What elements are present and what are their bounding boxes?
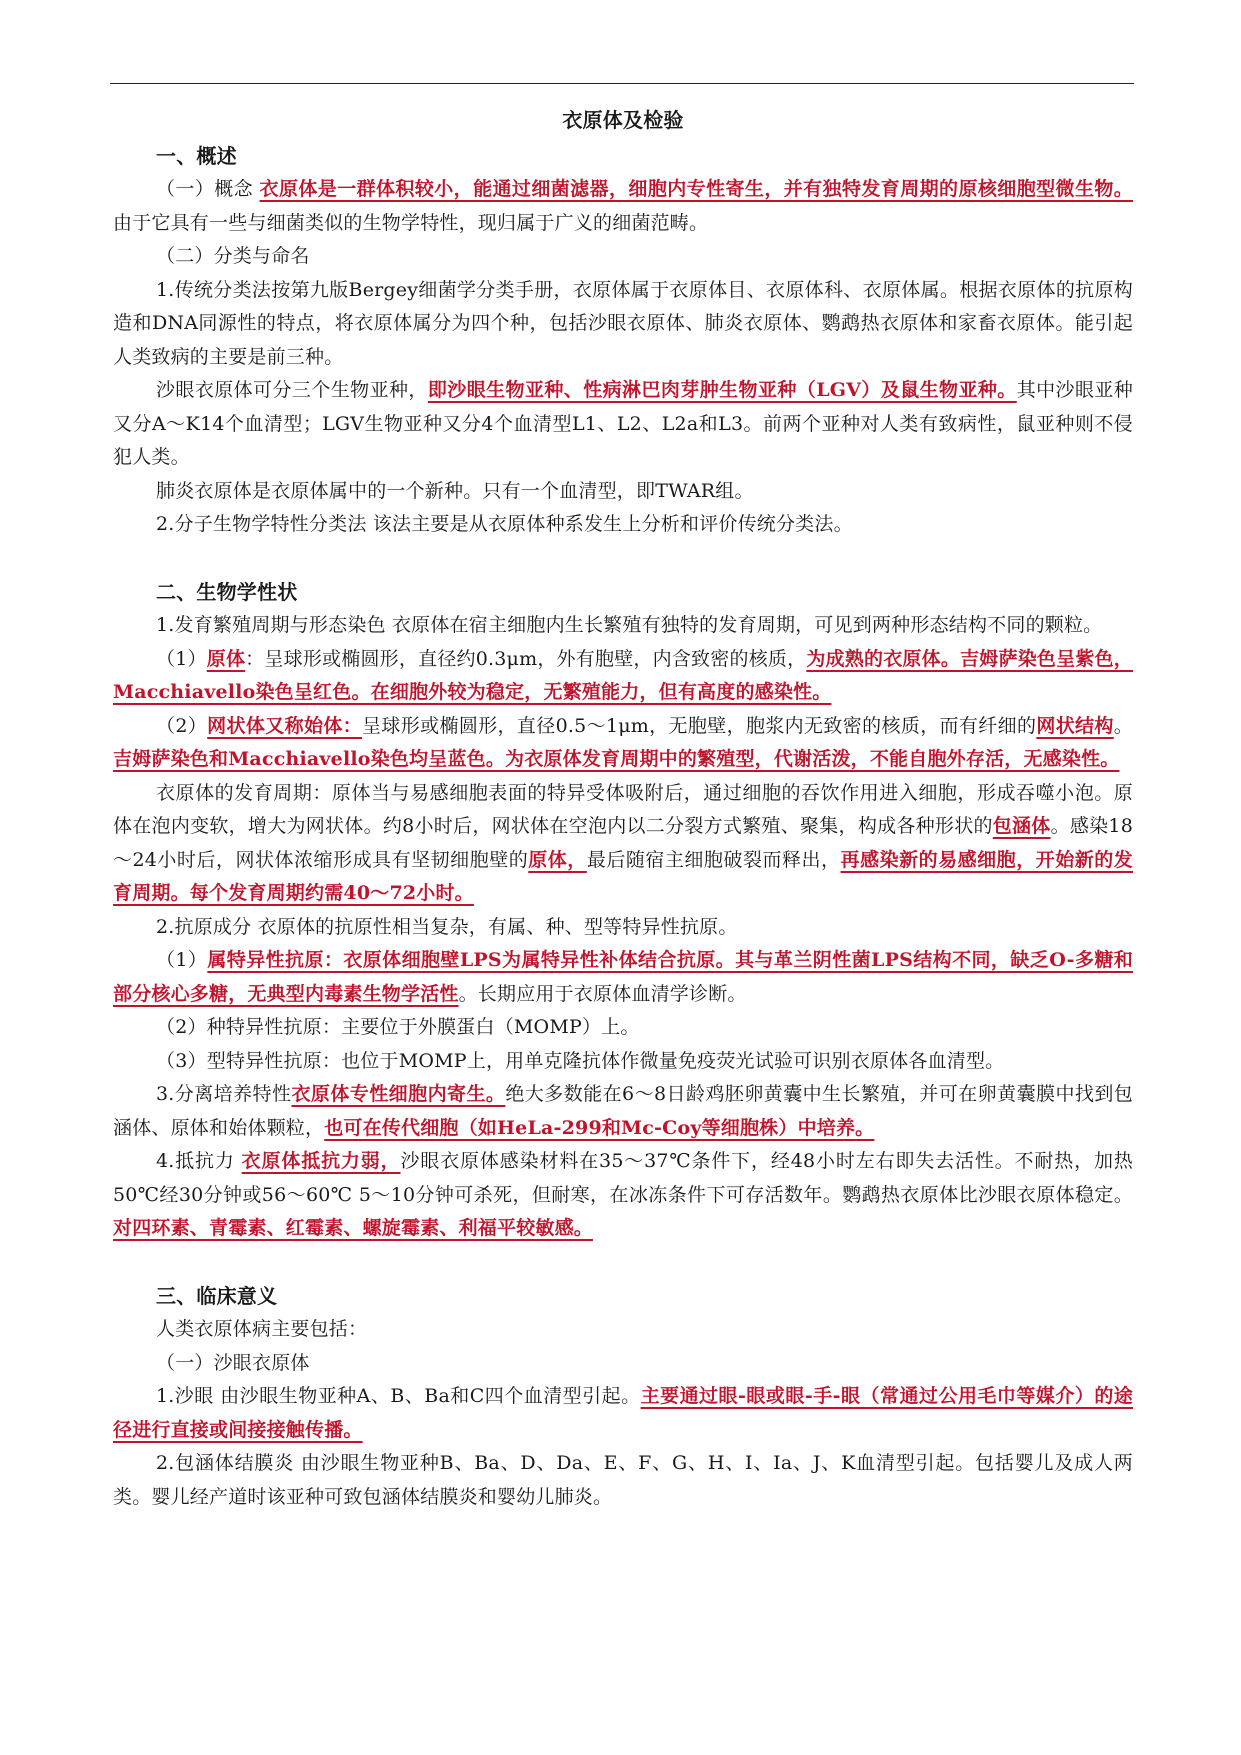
highlighted-text: 网状体又称始体： xyxy=(207,714,363,737)
section-spacer xyxy=(113,1246,1133,1280)
paragraph xyxy=(113,609,1133,643)
text-run: 呈球形或椭圆形，直径0.5～1μm，无胞壁，胞浆内无致密的核质，而有纤细的 xyxy=(362,714,1037,737)
highlighted-text: 即沙眼生物亚种、性病淋巴肉芽肿生物亚种（LGV）及鼠生物亚种。 xyxy=(427,379,1017,401)
text-run: 由于它具有一些与细菌类似的生物学特性，现归属于广义的细菌范畴。 xyxy=(113,211,709,234)
text-run: 其中沙眼亚种又分A～K14个血清型；LGV生物亚种又分4个血清型L1、L2、L2a和L3。前两个亚种对人类有致病性，鼠亚种则不侵犯人类。 xyxy=(113,379,1134,468)
highlighted-text: 衣原体专性细胞内寄生。 xyxy=(291,1083,506,1105)
text-run: （1） xyxy=(156,647,207,670)
paragraph xyxy=(113,1447,1133,1514)
paragraph xyxy=(113,1011,1133,1045)
text-run: 肺炎衣原体是衣原体属中的一个新种。只有一个血清型，即TWAR组。 xyxy=(156,479,754,502)
text-run: 绝大多数能在6～8日龄鸡胚卵黄囊中生长繁殖，并可在卵黄囊膜中找到包涵体、原体和始体颗粒， xyxy=(113,1083,1133,1139)
section-spacer xyxy=(113,542,1133,576)
highlighted-text: 也可在传代细胞（如HeLa-299和Mc-Coy等细胞株）中培养。 xyxy=(324,1116,875,1139)
paragraph xyxy=(113,1045,1133,1079)
highlighted-text: 原体 xyxy=(206,647,246,670)
document-body xyxy=(113,104,1133,1514)
text-run: 沙眼衣原体感染材料在35～37℃条件下，经48小时左右即失去活性。不耐热，加热50℃经30分钟或56～60℃ 5～10分钟可杀死，但耐寒，在冰冻条件下可存活数年。鹦鹉热衣原体比沙眼衣原体稳定。 xyxy=(113,1150,1133,1206)
text-run: 。 xyxy=(1113,714,1133,737)
text-run: （一）沙眼衣原体 xyxy=(156,1351,310,1374)
text-run: 2.抗原成分 衣原体的抗原性相当复杂，有属、种、型等特异性抗原。 xyxy=(156,915,738,938)
text-run: （2）种特异性抗原：主要位于外膜蛋白（MOMP）上。 xyxy=(156,1016,640,1038)
paragraph xyxy=(113,1145,1133,1246)
text-run: （一）概念 xyxy=(156,178,260,200)
paragraph xyxy=(113,374,1133,475)
text-run: （3）型特异性抗原：也位于MOMP上，用单克隆抗体作微量免疫荧光试验可识别衣原体各血清型。 xyxy=(156,1049,1005,1072)
paragraph xyxy=(113,777,1133,911)
paragraph xyxy=(113,643,1133,710)
highlighted-text: 包涵体 xyxy=(992,815,1051,837)
paragraph xyxy=(113,1078,1133,1145)
text-run: （二）分类与命名 xyxy=(156,245,310,267)
text-run: 2.分子生物学特性分类法 该法主要是从衣原体种系发生上分析和评价传统分类法。 xyxy=(156,513,853,535)
highlighted-text: 网状结构 xyxy=(1036,714,1114,737)
highlighted-text: 属特异性抗原：衣原体细胞壁LPS为属特异性补体结合抗原。其与革兰阴性菌LPS结构不同，缺乏O-多糖和部分核心多糖，无典型内毒素生物学活性 xyxy=(113,949,1133,1005)
text-run: 4.抵抗力 xyxy=(156,1150,242,1172)
paragraph xyxy=(113,1347,1133,1381)
text-run: 1.沙眼 由沙眼生物亚种A、B、Ba和C四个血清型引起。 xyxy=(156,1385,641,1407)
text-run: 1.发育繁殖周期与形态染色 衣原体在宿主细胞内生长繁殖有独特的发育周期，可见到两种形态结构不同的颗粒。 xyxy=(156,614,1103,636)
paragraph xyxy=(113,240,1133,274)
highlighted-text: 衣原体抵抗力弱， xyxy=(241,1150,401,1172)
text-run: 。长期应用于衣原体血清学诊断。 xyxy=(458,982,747,1005)
highlighted-text: 再感染新的易感细胞，开始新的发育周期。每个发育周期约需40～72小时。 xyxy=(113,848,1133,904)
highlighted-text: 对四环素、青霉素、红霉素、螺旋霉素、利福平较敏感。 xyxy=(113,1217,594,1239)
text-run: 衣原体的发育周期：原体当与易感细胞表面的特异受体吸附后，通过细胞的吞饮作用进入细胞，形成吞噬小泡。原体在泡内变软，增大为网状体。约8小时后，网状体在空泡内以二分裂方式繁殖、聚集，构成各种形状的 xyxy=(113,781,1133,837)
highlighted-text: 原体， xyxy=(528,848,587,871)
text-run: 3.分离培养特性 xyxy=(156,1083,292,1105)
text-run: 2.包涵体结膜炎 由沙眼生物亚种B、Ba、D、Da、E、F、G、H、I、Ia、J、K血清型引起。包括婴儿及成人两类。婴儿经产道时该亚种可致包涵体结膜炎和婴幼儿肺炎。 xyxy=(113,1452,1133,1508)
section-heading: 三、临床意义 xyxy=(156,1283,278,1308)
section-heading: 二、生物学性状 xyxy=(156,579,298,604)
text-run: 。感染18～24小时后，网状体浓缩形成具有坚韧细胞壁的 xyxy=(113,815,1133,871)
paragraph xyxy=(113,911,1133,945)
text-run: 最后随宿主细胞破裂而释出， xyxy=(586,848,841,871)
text-run: 人类衣原体病主要包括： xyxy=(156,1318,368,1340)
text-run: ：呈球形或椭圆形，直径约0.3μm，外有胞壁，内含致密的核质， xyxy=(245,647,807,670)
paragraph xyxy=(113,508,1133,542)
text-run: 沙眼衣原体可分三个生物亚种， xyxy=(156,379,428,401)
text-run: （1） xyxy=(156,949,208,971)
paragraph xyxy=(113,710,1133,777)
highlighted-text: 主要通过眼-眼或眼-手-眼（常通过公用毛巾等媒介）的途径进行直接或间接接触传播。 xyxy=(113,1385,1133,1441)
paragraph xyxy=(113,274,1133,375)
highlighted-text: 吉姆萨染色和Macchiavello染色均呈蓝色。为衣原体发育周期中的繁殖型，代谢活泼，不能自胞外存活，无感染性。 xyxy=(113,748,1120,770)
highlighted-text: 衣原体是一群体积较小，能通过细菌滤器，细胞内专性寄生，并有独特发育周期的原核细胞型微生物。 xyxy=(259,178,1133,200)
paragraph xyxy=(113,173,1133,240)
paragraph xyxy=(113,1313,1133,1347)
header-rule xyxy=(110,83,1134,84)
document-title: 衣原体及检验 xyxy=(562,108,684,132)
text-run: 1.传统分类法按第九版Bergey细菌学分类手册，衣原体属于衣原体目、衣原体科、衣原体属。根据衣原体的抗原构造和DNA同源性的特点，将衣原体属分为四个种，包括沙眼衣原体、肺炎衣原体、鹦鹉热衣原体和家畜衣原体。能引起人类致病的主要是前三种。 xyxy=(113,278,1133,368)
highlighted-text: 为成熟的衣原体。吉姆萨染色呈紫色，Macchiavello染色呈红色。在细胞外较为稳定，无繁殖能力，但有高度的感染性。 xyxy=(113,647,1133,703)
paragraph xyxy=(113,1380,1133,1447)
text-run: （2） xyxy=(156,714,208,737)
paragraph xyxy=(113,944,1133,1011)
section-heading: 一、概述 xyxy=(156,143,237,168)
paragraph xyxy=(113,475,1133,509)
